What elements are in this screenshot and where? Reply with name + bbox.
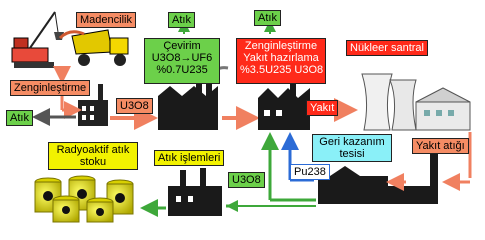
label-recycling: [312, 134, 392, 162]
radioactive-barrels-icon: [35, 176, 133, 222]
label-mining: Madencilik: [76, 12, 136, 28]
label-waste-conversion: Atık: [168, 12, 195, 28]
fuel-prep-line1: Zenginleştirme: [244, 40, 318, 52]
label-radioactive-storage: [48, 142, 138, 170]
label-waste-left: Atık: [6, 110, 33, 126]
storage-line2: stoku: [79, 156, 107, 168]
recycling-line2: tesisi: [339, 148, 365, 160]
label-enrichment: Zenginleştirme: [10, 80, 90, 96]
label-npp: Nükleer santral: [346, 40, 428, 56]
label-fuel-waste: Yakıt atığı: [412, 138, 469, 154]
excavator-icon: [12, 12, 64, 68]
conversion-line3: %0.7U235: [156, 64, 208, 76]
nuclear-plant-icon: [362, 74, 470, 130]
fuel-prep-line3: %3.5U235 U3O8: [240, 64, 324, 76]
fuel-prep-line2: Yakıt hazırlama: [243, 52, 319, 64]
dump-truck-icon: [60, 30, 128, 66]
label-fuel: Yakıt: [306, 100, 338, 116]
recycling-line1: Geri kazanım: [319, 136, 385, 148]
label-u3o8-1: U3O8: [116, 98, 153, 114]
label-u3o8-2: U3O8: [228, 172, 265, 188]
conversion-line1: Çevirim: [163, 40, 201, 52]
waste-processing-factory-icon: [168, 168, 222, 216]
label-waste-fuel-prep: Atık: [254, 10, 281, 26]
label-conversion: [144, 38, 220, 84]
storage-line1: Radyoaktif atık: [56, 144, 130, 156]
label-waste-processing: Atık işlemleri: [154, 150, 224, 166]
label-fuel-prep: [236, 38, 326, 84]
conversion-line2: U3O8→UF6: [151, 52, 213, 64]
label-pu: Pu238: [290, 164, 330, 180]
